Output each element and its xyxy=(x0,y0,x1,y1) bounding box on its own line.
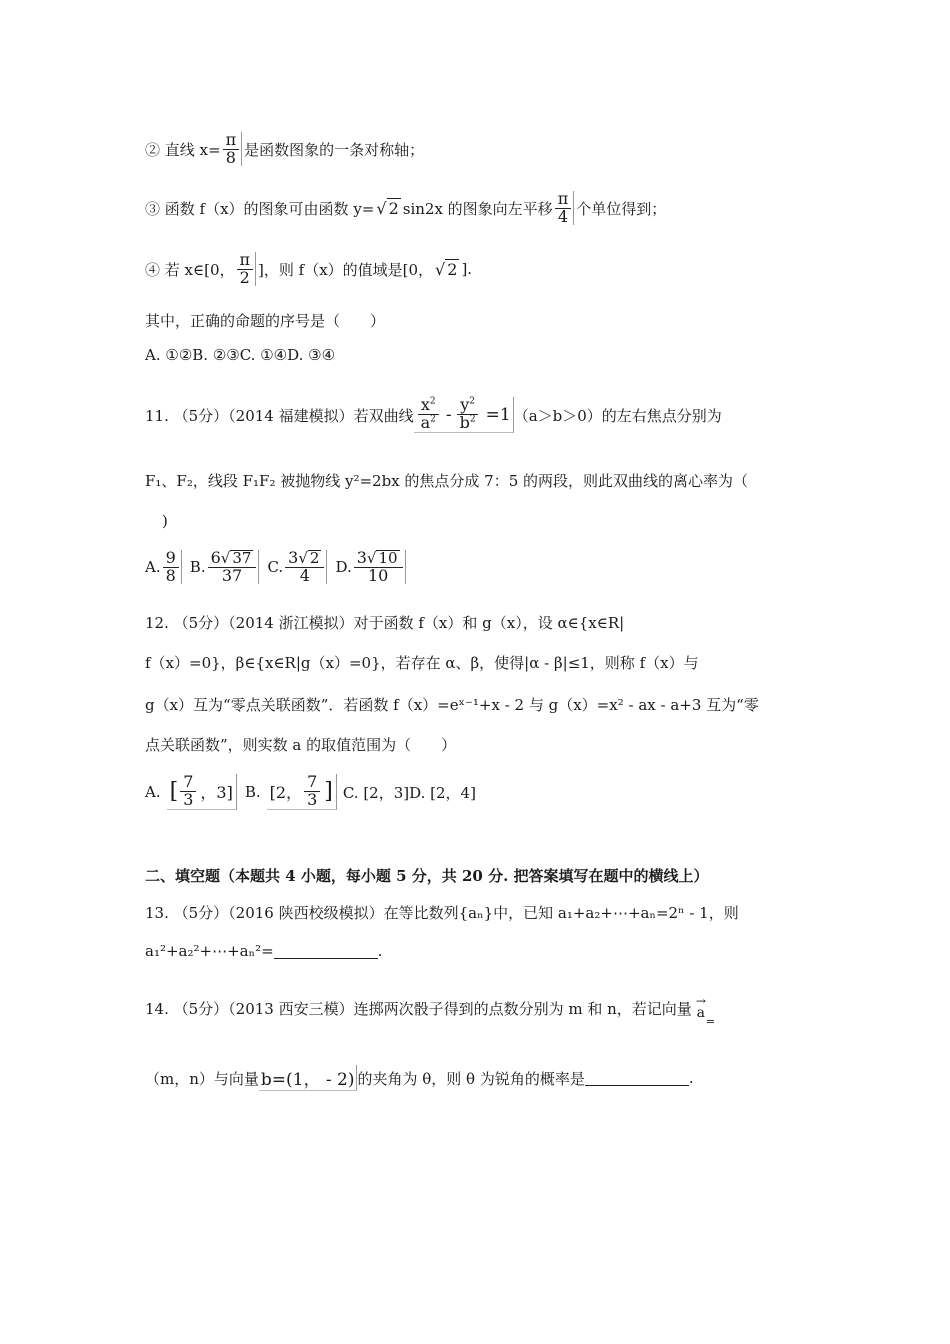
frac-num: π xyxy=(223,132,240,150)
statement-2-prefix: ② 直线 x= xyxy=(145,140,221,159)
q10-stem-text: 其中，正确的命题的序号是（ ） xyxy=(145,312,386,330)
statement-2-suffix: 是函数图象的一条对称轴； xyxy=(244,140,425,159)
options-c-d: C. [2，3]D. [2，4] xyxy=(342,783,476,802)
option-a-fraction xyxy=(163,547,182,585)
right-part: ，3] xyxy=(200,783,233,802)
section-2-text: 二、填空题（本题共 4 小题，每小题 5 分，共 20 分. 把答案填写在题中的横线上） xyxy=(145,867,709,885)
right-bracket: ] xyxy=(324,779,333,804)
y2-over-b2 xyxy=(457,397,481,432)
x2-over-a2 xyxy=(418,397,441,432)
statement-3-suffix: 个单位得到； xyxy=(576,199,667,218)
q12-line1-text: 12. （5分）（2014 浙江模拟）对于函数 f（x）和 g（x），设 α∈{x∈R| xyxy=(145,614,625,632)
q12-line4 xyxy=(145,734,456,755)
vector-b-text: b=(1， - 2) xyxy=(260,1070,355,1090)
frac-den xyxy=(457,415,479,432)
option-c-label: C. xyxy=(267,558,284,576)
q12-line4-text: 点关联函数”，则实数 a 的取值范围为（ ） xyxy=(145,736,457,754)
sqrt-2: √ 2 xyxy=(435,260,458,279)
frac-den: 10 xyxy=(367,565,389,585)
q12-line1 xyxy=(145,612,624,633)
q11-line2 xyxy=(145,470,748,491)
q11-prefix: 11. （5分）（2014 福建模拟）若双曲线 xyxy=(145,406,414,425)
radicand: 37 xyxy=(232,548,252,567)
frac-den: 4 xyxy=(557,206,569,226)
left-part: [2， xyxy=(269,783,303,802)
var-b: b xyxy=(459,413,470,432)
fraction-pi-over-2 xyxy=(237,249,257,287)
frac-den: 4 xyxy=(299,565,310,585)
section-2-heading xyxy=(145,865,709,886)
answer-blank[interactable] xyxy=(585,1071,689,1086)
q11-close-paren: ) xyxy=(162,512,168,530)
period: . xyxy=(688,1069,694,1087)
frac-den xyxy=(418,415,439,432)
hyperbola-equation xyxy=(414,397,514,433)
q12-line3-text: g（x）互为“零点关联函数”．若函数 f（x）=eˣ⁻¹+x - 2 与 g（x）=x² - ax - a+3 互为“零 xyxy=(145,696,759,714)
q13-line2-text: a₁²+a₂²+⋯+aₙ²= xyxy=(145,942,274,960)
q10-stem xyxy=(145,310,385,331)
option-a-interval xyxy=(167,774,237,810)
frac-den: 3 xyxy=(307,790,318,809)
q13-line2 xyxy=(145,942,382,960)
frac-den: 37 xyxy=(221,565,243,585)
seven-thirds xyxy=(180,774,198,809)
option-a-label: A. xyxy=(145,558,161,576)
frac-num: 7 xyxy=(180,774,196,792)
left-bracket: [ xyxy=(169,779,179,804)
frac-num: π xyxy=(555,191,572,209)
vector-b-expression xyxy=(259,1065,358,1091)
equals-one: =1 xyxy=(485,404,511,425)
q13-line1 xyxy=(145,902,739,923)
statement-3-middle: sin2x 的图象向左平移 xyxy=(402,199,553,218)
exp-2: 2 xyxy=(430,414,436,425)
coef: 3 xyxy=(288,547,299,567)
equals-sign: = xyxy=(705,1015,716,1028)
q11-line1 xyxy=(145,390,722,440)
frac-num: 7 xyxy=(304,774,320,792)
q12-line3 xyxy=(145,694,759,715)
q14-line2 xyxy=(145,1058,694,1098)
radicand: 10 xyxy=(378,548,398,567)
minus-sign: - xyxy=(445,404,452,425)
fraction-pi-over-4 xyxy=(555,188,575,226)
vector-a-letter: a xyxy=(696,1005,706,1022)
period: . xyxy=(377,942,383,960)
coef: 6 xyxy=(210,547,221,567)
statement-3 xyxy=(145,186,666,230)
var-a: a xyxy=(420,413,431,432)
option-b-fraction xyxy=(208,547,260,585)
fraction-pi-over-8 xyxy=(223,129,243,167)
vector-a xyxy=(695,994,706,1022)
statement-4-middle: ]，则 f（x）的值域是[0， xyxy=(258,260,434,279)
option-b-label: B. xyxy=(244,783,261,801)
q10-options-text: A. ①②B. ②③C. ①④D. ③④ xyxy=(145,346,336,364)
exp-2: 2 xyxy=(429,396,436,407)
q13-line1-text: 13. （5分）（2016 陕西校级模拟）在等比数列{aₙ}中，已知 a₁+a₂+⋯+aₙ=2ⁿ - 1，则 xyxy=(145,904,739,922)
radicand: 2 xyxy=(309,548,320,567)
q14-line1 xyxy=(145,988,715,1028)
frac-den: 2 xyxy=(239,267,250,287)
option-b-interval xyxy=(267,774,337,810)
q11-line2-text: F₁、F₂，线段 F₁F₂ 被抛物线 y²=2bx 的焦点分成 7：5 的两段，则此双曲线的离心率为（ xyxy=(145,472,749,490)
q10-options xyxy=(145,346,335,364)
q14-line2-prefix: （m，n）与向量 xyxy=(145,1069,259,1088)
frac-num: 9 xyxy=(163,550,179,568)
coef: 3 xyxy=(356,547,367,567)
statement-4-suffix: ]. xyxy=(461,260,473,278)
q14-line1-text: 14. （5分）（2013 西安三模）连掷两次骰子得到的点数分别为 m 和 n，若记向量 xyxy=(145,999,692,1018)
frac-num: 3√ 2 xyxy=(285,550,324,568)
statement-4-prefix: ④ 若 x∈[0， xyxy=(145,260,235,279)
option-c-fraction xyxy=(285,547,327,585)
var-y: y xyxy=(460,395,470,415)
radicand: 2 xyxy=(388,199,399,218)
q11-line3 xyxy=(162,512,168,530)
statement-4 xyxy=(145,247,472,291)
q12-line2 xyxy=(145,652,699,673)
arrow-icon: → xyxy=(695,994,706,1009)
statement-3-prefix: ③ 函数 f（x）的图象可由函数 y= xyxy=(145,199,375,218)
frac-den: 3 xyxy=(183,790,194,809)
frac-den: 8 xyxy=(225,147,236,167)
q14-line2-suffix: 的夹角为 θ，则 θ 为锐角的概率是 xyxy=(357,1069,585,1088)
q11-suffix: （a＞b＞0）的左右焦点分别为 xyxy=(513,406,722,425)
frac-num: π xyxy=(237,252,254,270)
q11-options xyxy=(145,542,408,592)
exp-2: 2 xyxy=(469,414,476,425)
statement-2 xyxy=(145,127,424,171)
radicand: 2 xyxy=(447,260,458,279)
sqrt-2: √ 2 xyxy=(376,199,399,218)
exp-2: 2 xyxy=(469,396,476,407)
var-x: x xyxy=(420,395,430,415)
frac-num: 3√ 10 xyxy=(354,550,403,568)
answer-blank[interactable] xyxy=(274,944,378,959)
option-d-label: D. xyxy=(335,558,352,576)
option-d-fraction xyxy=(354,547,406,585)
frac-den: 8 xyxy=(165,565,176,585)
frac-num: 6√ 37 xyxy=(208,550,257,568)
q12-line2-text: f（x）=0}，β∈{x∈R|g（x）=0}，若存在 α、β，使得|α - β|≤1，则称 f（x）与 xyxy=(145,654,699,672)
option-a-label: A. xyxy=(145,783,161,801)
q12-options xyxy=(145,768,476,816)
option-b-label: B. xyxy=(189,558,206,576)
seven-thirds xyxy=(304,774,322,809)
